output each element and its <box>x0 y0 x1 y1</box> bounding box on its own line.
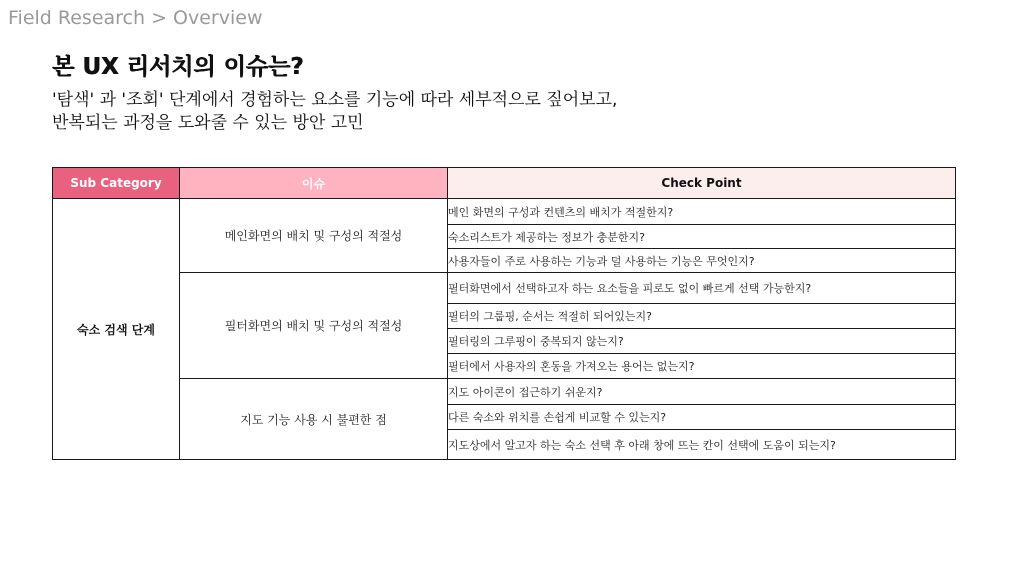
issue-cell: 필터화면의 배치 및 구성의 적절성 <box>180 273 448 379</box>
subtitle-line-2: 반복되는 과정을 도와줄 수 있는 방안 고민 <box>52 113 364 133</box>
research-issue-table <box>52 167 956 460</box>
check-point-cell: 지도 아이콘이 접근하기 쉬운지? <box>448 379 956 405</box>
subtitle-line-1: '탐색' 과 '조회' 단계에서 경험하는 요소를 기능에 따라 세부적으로 짚어보고, <box>52 90 618 110</box>
page-subtitle <box>52 89 617 135</box>
check-point-cell: 필터의 그룹핑, 순서는 적절히 되어있는지? <box>448 304 956 329</box>
table-row <box>53 379 956 405</box>
issue-cell: 메인화면의 배치 및 구성의 적절성 <box>180 199 448 273</box>
check-point-cell: 필터링의 그루핑이 중복되지 않는지? <box>448 329 956 354</box>
check-point-cell: 숙소리스트가 제공하는 정보가 충분한지? <box>448 225 956 249</box>
check-point-cell: 필터에서 사용자의 혼동을 가져오는 용어는 없는지? <box>448 354 956 379</box>
check-point-cell: 필터화면에서 선택하고자 하는 요소들을 피로도 없이 빠르게 선택 가능한지? <box>448 273 956 304</box>
page-title: 본 UX 리서치의 이슈는? <box>52 54 304 80</box>
header-issue: 이슈 <box>180 168 448 199</box>
check-point-cell: 메인 화면의 구성과 컨텐츠의 배치가 적절한지? <box>448 199 956 225</box>
check-point-cell: 다른 숙소와 위치를 손쉽게 비교할 수 있는지? <box>448 405 956 430</box>
table-row <box>53 199 956 225</box>
check-point-cell: 지도상에서 알고자 하는 숙소 선택 후 아래 창에 뜨는 칸이 선택에 도움이 되는지? <box>448 430 956 460</box>
table-header-row <box>53 168 956 199</box>
header-sub-category: Sub Category <box>53 168 180 199</box>
breadcrumb: Field Research > Overview <box>8 7 263 29</box>
category-cell: 숙소 검색 단계 <box>53 199 180 460</box>
issue-cell: 지도 기능 사용 시 불편한 점 <box>180 379 448 460</box>
table-row <box>53 273 956 304</box>
check-point-cell: 사용자들이 주로 사용하는 기능과 덜 사용하는 기능은 무엇인지? <box>448 249 956 273</box>
header-check-point: Check Point <box>448 168 956 199</box>
